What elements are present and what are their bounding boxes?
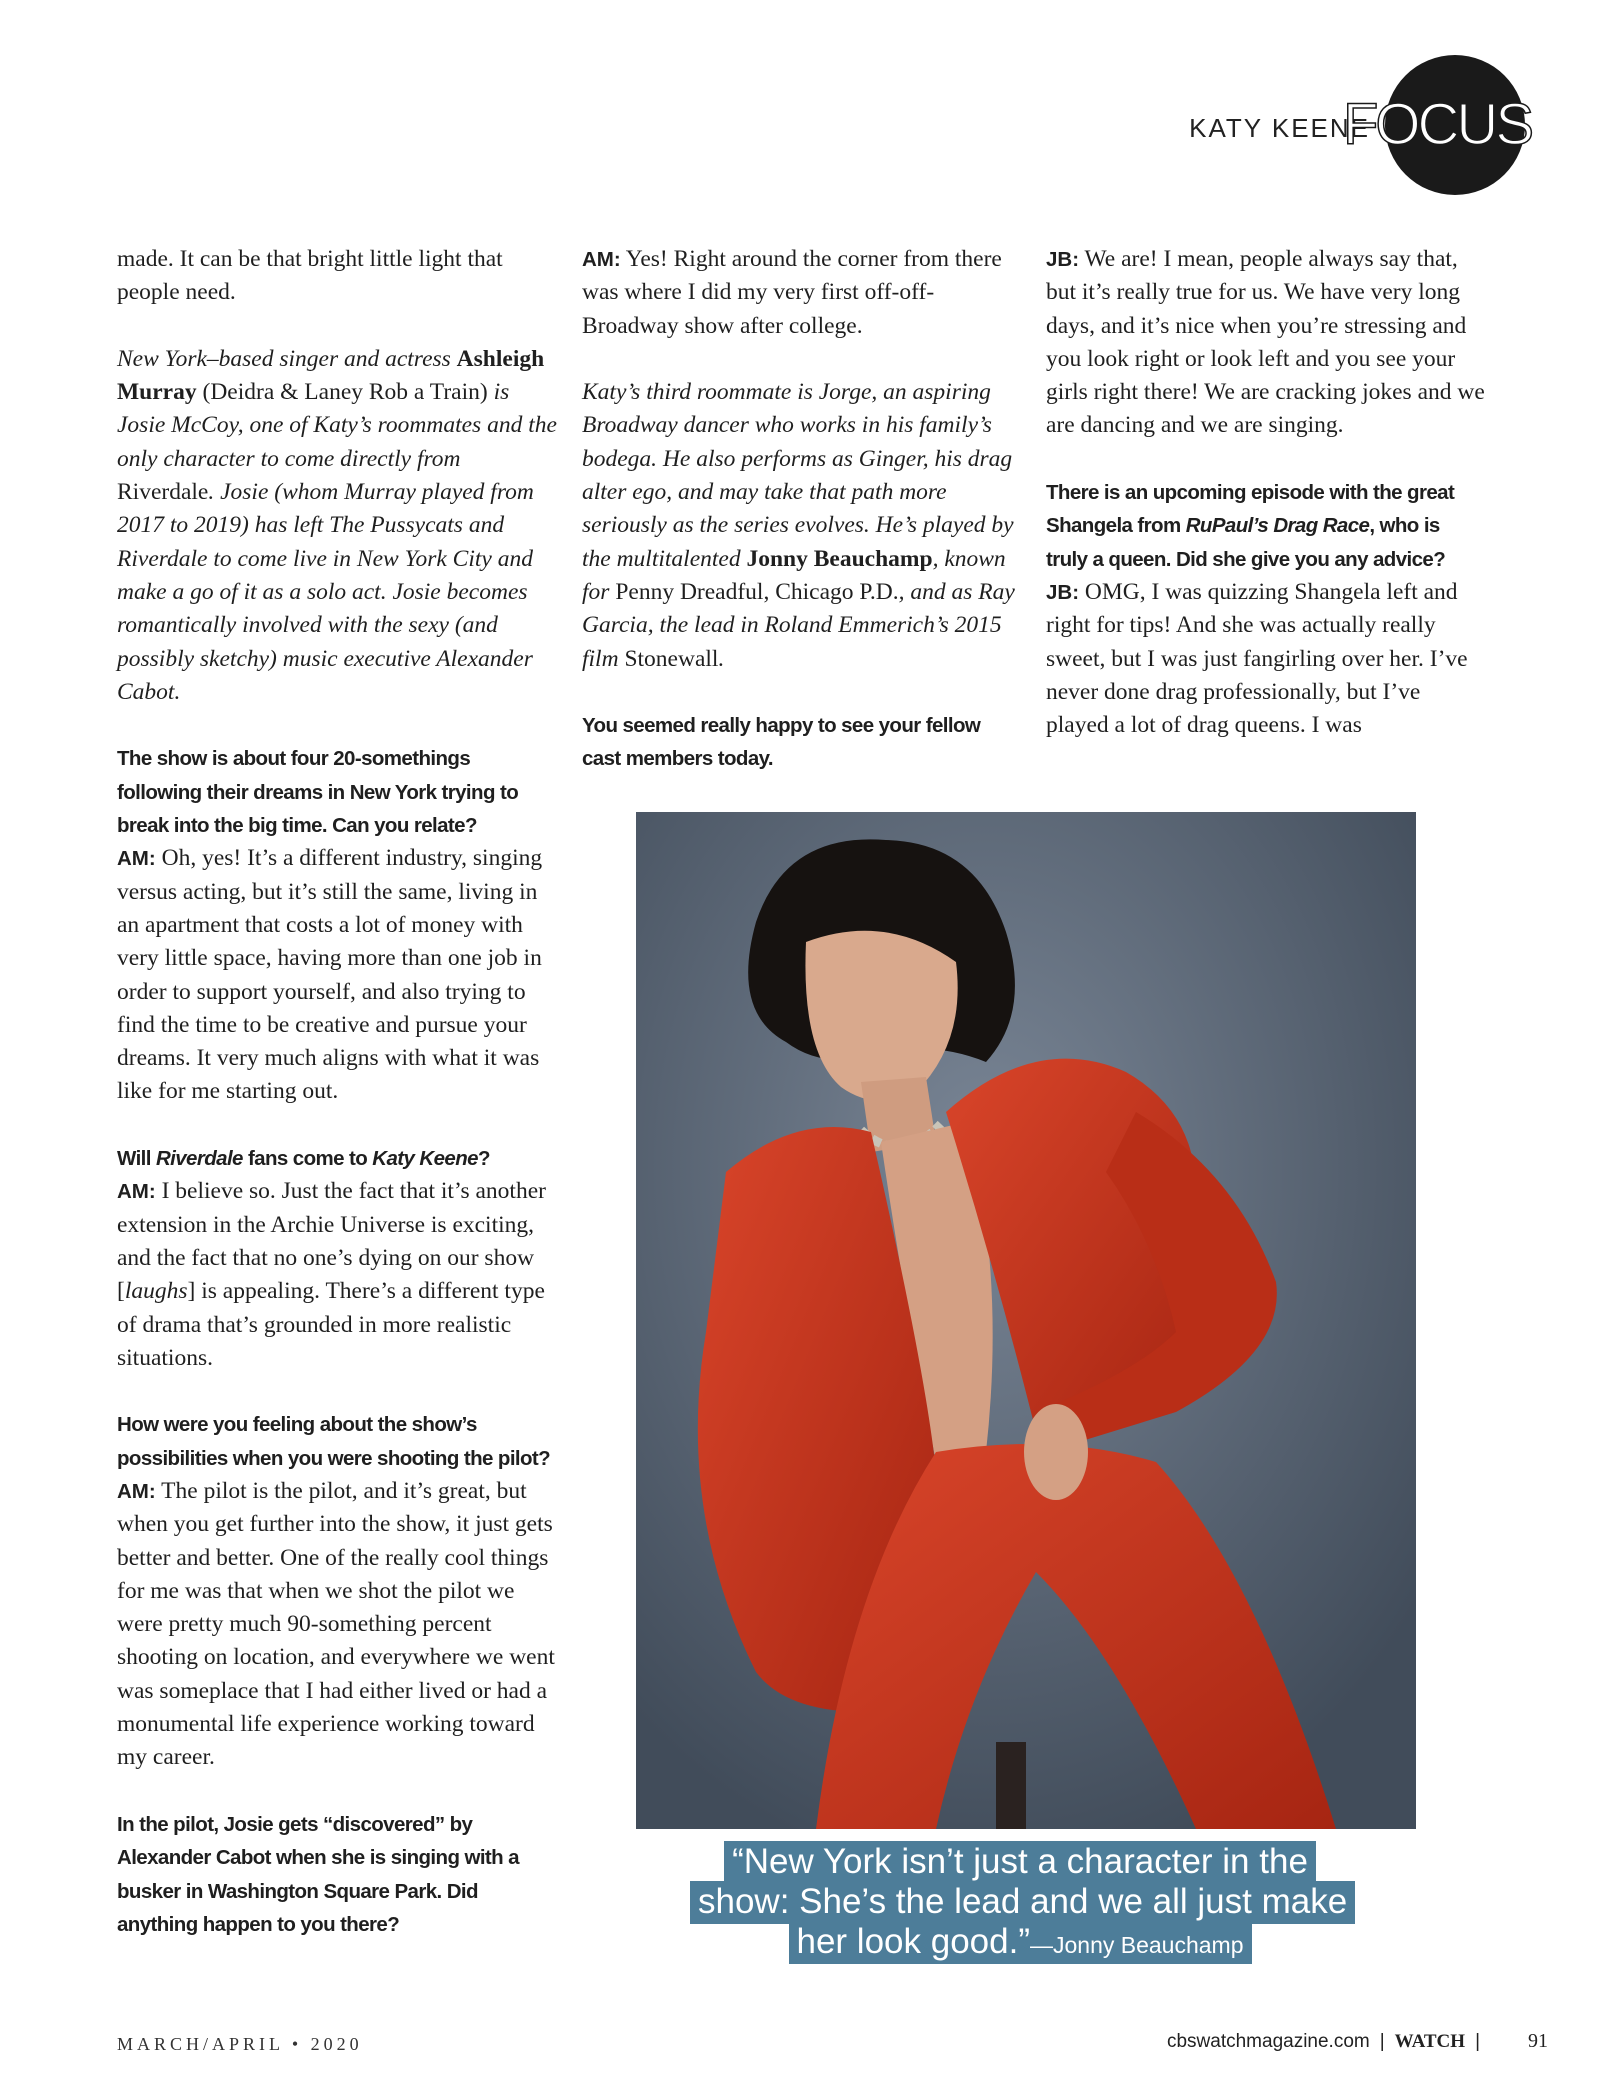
page-number: 91 [1528, 2030, 1548, 2052]
intro-paragraph: Katy’s third roommate is Jorge, an aspiring Broadway dancer who works in his family’s bodega. He also performs as Ginger, his drag alter ego, and may take that path more seriously as the series evolves. He’s played by the multitalented Jonny Beauchamp, known for Penny Dreadful, Chicago P.D., and as Ray Garcia, the lead in Roland Emmerich’s 2015 film Stonewall. [582, 379, 1015, 672]
pull-quote-text: “New York isn’t just a character in the show: She’s the lead and we all just make her look good.” [698, 1842, 1348, 1961]
article-column-3 [1046, 243, 1486, 776]
pull-quote [690, 1842, 1350, 1965]
answer: AM: Oh, yes! It’s a different industry, singing versus acting, but it’s still the same, living in an apartment that costs a lot of money with very little space, having more than one job in order to support yourself, and also trying to find the time to be creative and pursue your dreams. It very much aligns with what it was like for me starting out. [117, 845, 543, 1105]
question: How were you feeling about the show’s possibilities when you were shooting the pilot? [117, 1413, 551, 1470]
section-header [965, 55, 1531, 195]
answer: JB: We are! I mean, people always say that, but it’s really true for us. We have very long days, and it’s nice when you’re stressing and you look right or look left and you see your girls right there! We are cracking jokes and we are dancing and we are singing. [1046, 246, 1485, 439]
portrait-photo [636, 812, 1416, 1829]
question: Will Riverdale fans come to Katy Keene? [117, 1147, 490, 1171]
answer: JB: OMG, I was quizzing Shangela left and right for tips! And she was actually really sweet, but I was just fangirling over her. I’ve never done drag professionally, but I’ve played a lot of drag queens. I was [1046, 578, 1468, 739]
question: There is an upcoming episode with the great Shangela from RuPaul’s Drag Race, who is truly a queen. Did she give you any advice? [1046, 481, 1455, 571]
footer-right: cbswatchmagazine.com | WATCH | 91 [1166, 2030, 1548, 2052]
pull-quote-attribution: —Jonny Beauchamp [1029, 1932, 1244, 1958]
paragraph: made. It can be that bright little light that people need. [117, 246, 503, 306]
answer: AM: The pilot is the pilot, and it’s great, but when you get further into the show, it just gets better and better. One of the really cool things for me was that when we shot the pilot we were pretty much 90-something percent shooting on location, and everywhere we went was someplace that I had either lived or had a monumental life experience working toward my career. [117, 1477, 555, 1771]
article-column-1 [117, 243, 557, 1941]
section-label: KATY KEENE [1189, 113, 1370, 143]
intro-paragraph: New York–based singer and actress Ashleigh Murray (Deidra & Laney Rob a Train) is Josie McCoy, one of Katy’s roommates and the only character to come directly from Riverdale. Josie (whom Murray played from 2017 to 2019) has left The Pussycats and Riverdale to come live in New York City and make a go of it as a solo act. Josie becomes romantically involved with the sexy (and possibly sketchy) music executive Alexander Cabot. [117, 345, 557, 705]
focus-label: FOCUS [1343, 92, 1531, 157]
question: In the pilot, Josie gets “discovered” by Alexander Cabot when she is singing with a busker in Washington Square Park. Did anything happen to you there? [117, 1812, 519, 1936]
portrait-illustration [636, 812, 1416, 1829]
article-column-2 [582, 243, 1022, 776]
issue-date: MARCH/APRIL • 2020 [117, 2034, 363, 2054]
website-link[interactable]: cbswatchmagazine.com [1166, 2031, 1370, 2052]
answer: AM: I believe so. Just the fact that it’s another extension in the Archie Universe is exciting, and the fact that no one’s dying on our show [laughs] is appealing. There’s a different type of drama that’s grounded in more realistic situations. [117, 1178, 546, 1371]
question: The show is about four 20-somethings following their dreams in New York trying to break into the big time. Can you relate? [117, 747, 519, 838]
question: You seemed really happy to see your fellow cast members today. [582, 714, 981, 771]
answer: AM: Yes! Right around the corner from there was where I did my very first off-off-Broadway show after college. [582, 246, 1002, 339]
magazine-brand: WATCH [1394, 2031, 1466, 2052]
